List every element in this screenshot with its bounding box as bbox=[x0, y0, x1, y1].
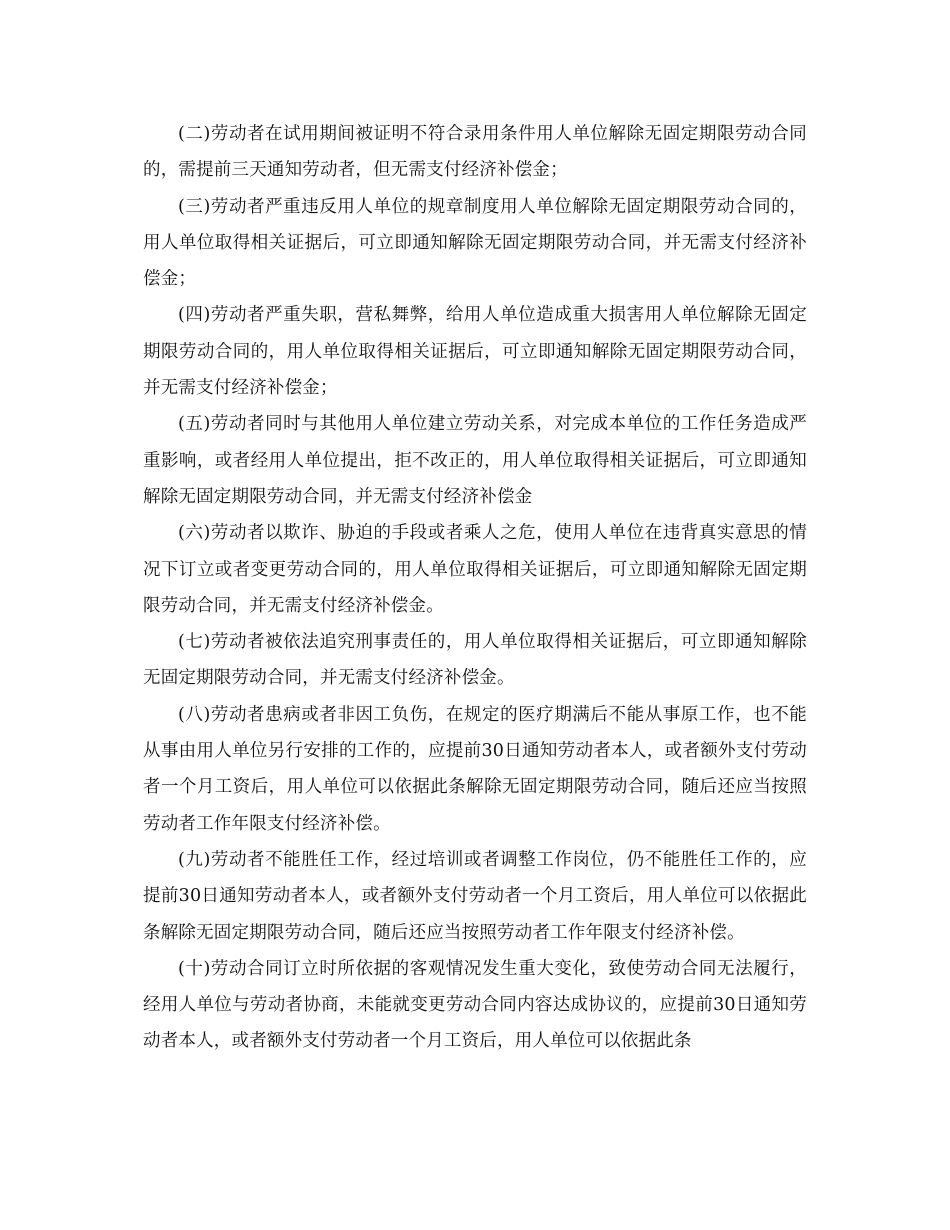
paragraph-item-9: (九)劳动者不能胜任工作，经过培训或者调整工作岗位，仍不能胜任工作的，应提前30日通知劳动者本人，或者额外支付劳动者一个月工资后，用人单位可以依据此条解除无固定期限劳动合同，随后还应当按照劳动者工作年限支付经济补偿。 bbox=[143, 849, 807, 943]
paragraph-item-8: (八)劳动者患病或者非因工负伤，在规定的医疗期满后不能从事原工作，也不能从事由用人单位另行安排的工作的，应提前30日通知劳动者本人，或者额外支付劳动者一个月工资后，用人单位可以依据此条解除无固定期限劳动合同，随后还应当按照劳动者工作年限支付经济补偿。 bbox=[143, 704, 807, 834]
document-body bbox=[143, 116, 807, 1060]
paragraph-item-4: (四)劳动者严重失职，营私舞弊，给用人单位造成重大损害用人单位解除无固定期限劳动合同的，用人单位取得相关证据后，可立即通知解除无固定期限劳动合同，并无需支付经济补偿金； bbox=[143, 305, 807, 399]
paragraph-item-5: (五)劳动者同时与其他用人单位建立劳动关系，对完成本单位的工作任务造成严重影响，或者经用人单位提出，拒不改正的，用人单位取得相关证据后，可立即通知解除无固定期限劳动合同，并无需支付经济补偿金 bbox=[143, 414, 807, 507]
paragraph-item-7: (七)劳动者被依法追究刑事责任的，用人单位取得相关证据后，可立即通知解除无固定期限劳动合同，并无需支付经济补偿金。 bbox=[143, 632, 807, 689]
paragraph-item-10: (十)劳动合同订立时所依据的客观情况发生重大变化，致使劳动合同无法履行，经用人单位与劳动者协商，未能就变更劳动合同内容达成协议的，应提前30日通知劳动者本人，或者额外支付劳动者一个月工资后，用人单位可以依据此条 bbox=[143, 958, 807, 1052]
paragraph-item-3: (三)劳动者严重违反用人单位的规章制度用人单位解除无固定期限劳动合同的，用人单位取得相关证据后，可立即通知解除无固定期限劳动合同，并无需支付经济补偿金； bbox=[143, 196, 807, 290]
paragraph-item-2: (二)劳动者在试用期间被证明不符合录用条件用人单位解除无固定期限劳动合同的，需提前三天通知劳动者，但无需支付经济补偿金； bbox=[143, 124, 807, 181]
paragraph-item-6: (六)劳动者以欺诈、胁迫的手段或者乘人之危，使用人单位在违背真实意思的情况下订立或者变更劳动合同的，用人单位取得相关证据后，可立即通知解除无固定期限劳动合同，并无需支付经济补偿金。 bbox=[143, 523, 807, 616]
